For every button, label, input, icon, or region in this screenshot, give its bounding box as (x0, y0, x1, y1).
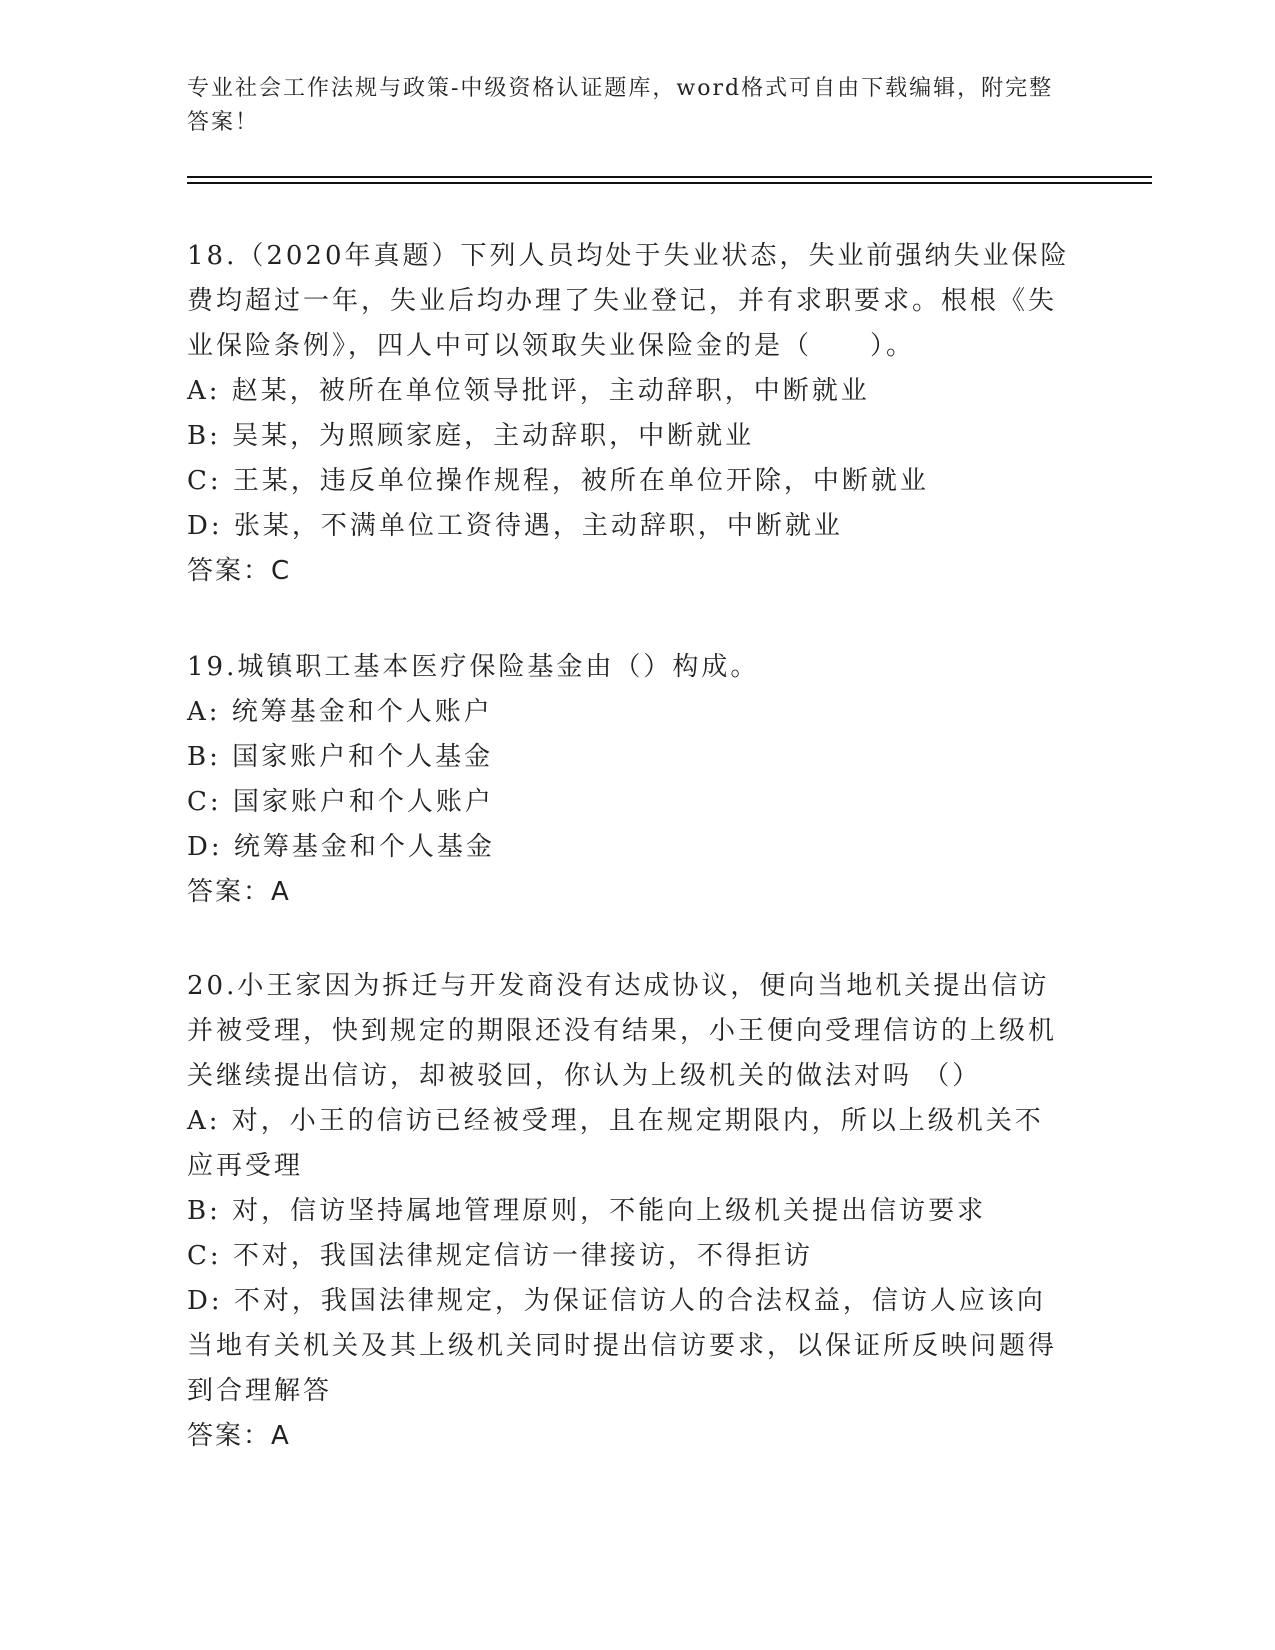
question-stem: 18.（2020年真题）下列人员均处于失业状态，失业前强纳失业保险费均超过一年，失业后均办理了失业登记，并有求职要求。根根《失业保险条例》，四人中可以领取失业保险金的是（ ）。 (187, 241, 1070, 361)
header-divider-bottom (187, 182, 1152, 184)
option-b: B: 吴某，为照顾家庭，主动辞职，中断就业 (187, 421, 755, 451)
option-c: C: 不对，我国法律规定信访一律接访，不得拒访 (187, 1241, 813, 1271)
option-b: B: 国家账户和个人基金 (187, 742, 494, 772)
question-19 (187, 645, 1072, 915)
option-c: C: 国家账户和个人账户 (187, 787, 494, 817)
question-20 (187, 964, 1072, 1459)
answer-line: 答案：C (187, 556, 292, 586)
option-b: B: 对，信访坚持属地管理原则，不能向上级机关提出信访要求 (187, 1196, 987, 1226)
option-a: A: 统筹基金和个人账户 (187, 697, 493, 727)
option-d: D: 张某，不满单位工资待遇，主动辞职，中断就业 (187, 511, 843, 541)
answer-line: 答案：A (187, 877, 291, 907)
answer-line: 答案：A (187, 1421, 291, 1451)
question-18 (187, 234, 1072, 594)
option-a: A: 对，小王的信访已经被受理，且在规定期限内，所以上级机关不应再受理 (187, 1106, 1044, 1181)
question-stem: 19.城镇职工基本医疗保险基金由（）构成。 (187, 652, 760, 682)
document-header: 专业社会工作法规与政策-中级资格认证题库，word格式可自由下载编辑，附完整答案！ (187, 76, 1054, 135)
option-a: A: 赵某，被所在单位领导批评，主动辞职，中断就业 (187, 376, 870, 406)
header-divider-top (187, 176, 1152, 178)
option-d: D: 不对，我国法律规定，为保证信访人的合法权益，信访人应该向当地有关机关及其上级机关同时提出信访要求，以保证所反映问题得到合理解答 (187, 1286, 1058, 1406)
option-c: C: 王某，违反单位操作规程，被所在单位开除，中断就业 (187, 466, 929, 496)
option-d: D: 统筹基金和个人基金 (187, 832, 495, 862)
question-stem: 20.小王家因为拆迁与开发商没有达成协议，便向当地机关提出信访并被受理，快到规定的期限还没有结果，小王便向受理信访的上级机关继续提出信访，却被驳回，你认为上级机关的做法对吗 （） (187, 971, 1058, 1091)
